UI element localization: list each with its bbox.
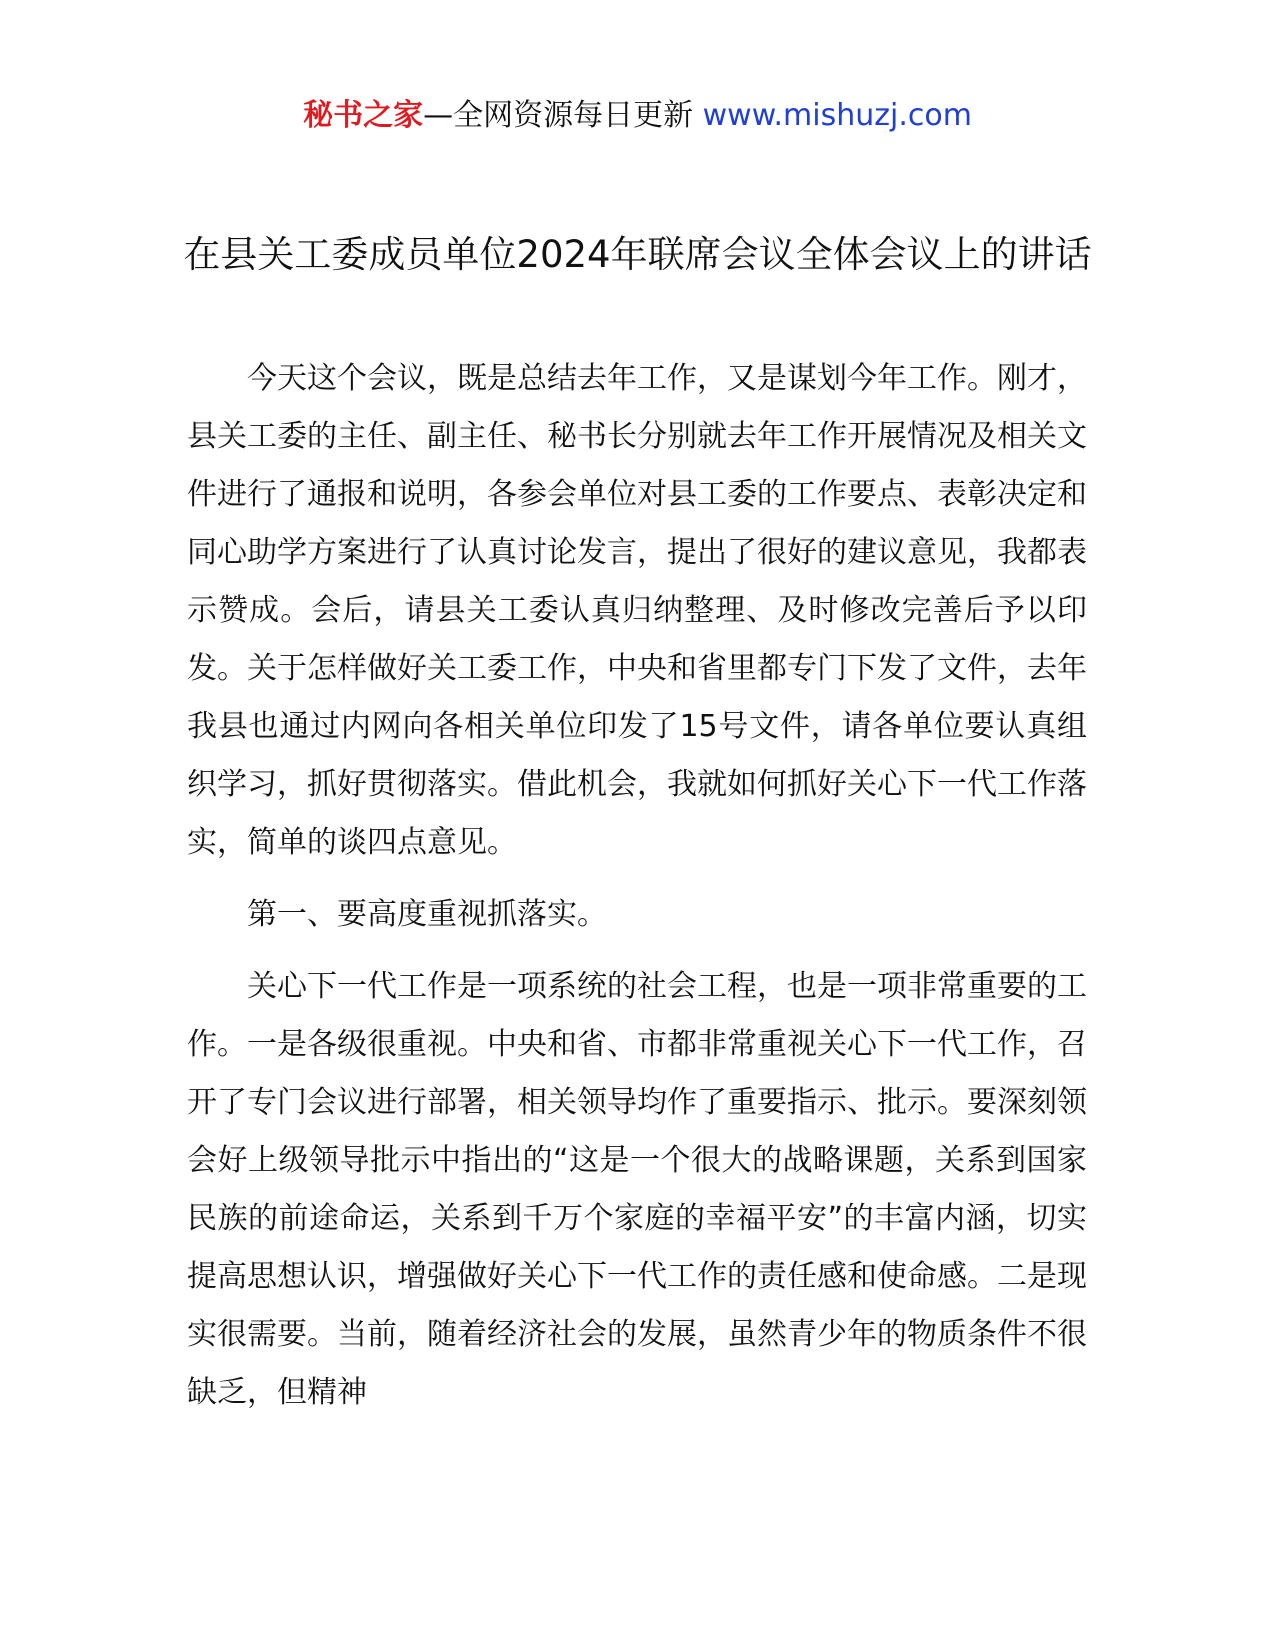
- document-title: 在县关工委成员单位2024年联席会议全体会议上的讲话: [183, 233, 1092, 276]
- paragraph-intro: 今天这个会议，既是总结去年工作，又是谋划今年工作。刚才，县关工委的主任、副主任、秘书长分别就去年工作开展情况及相关文件进行了通报和说明，各参会单位对县工委的工作要点、表彰决定和同心助学方案进行了认真讨论发言，提出了很好的建议意见，我都表示赞成。会后，请县关工委认真归纳整理、及时修改完善后予以印发。关于怎样做好关工委工作，中央和省里都专门下发了文件，去年我县也通过内网向各相关单位印发了15号文件，请各单位要认真组织学习，抓好贯彻落实。借此机会，我就如何抓好关心下一代工作落实，简单的谈四点意见。: [187, 361, 1087, 860]
- page-header: [0, 96, 1275, 136]
- brand-name: 秘书之家: [303, 98, 424, 133]
- section-heading-first: 第一、要高度重视抓落实。: [247, 897, 607, 932]
- paragraph-first-section: 关心下一代工作是一项系统的社会工程，也是一项非常重要的工作。一是各级很重视。中央和省、市都非常重视关心下一代工作，召开了专门会议进行部署，相关领导均作了重要指示、批示。要深刻领会好上级领导批示中指出的“这是一个很大的战略课题，关系到国家民族的前途命运，关系到千万个家庭的幸福平安”的丰富内涵，切实提高思想认识，增强做好关心下一代工作的责任感和使命感。二是现实很需要。当前，随着经济社会的发展，虽然青少年的物质条件不很缺乏，但精神: [187, 969, 1087, 1410]
- header-tagline: —全网资源每日更新: [423, 98, 694, 133]
- website-link[interactable]: www.mishuzj.com: [702, 98, 972, 133]
- document-body: [187, 350, 1087, 1436]
